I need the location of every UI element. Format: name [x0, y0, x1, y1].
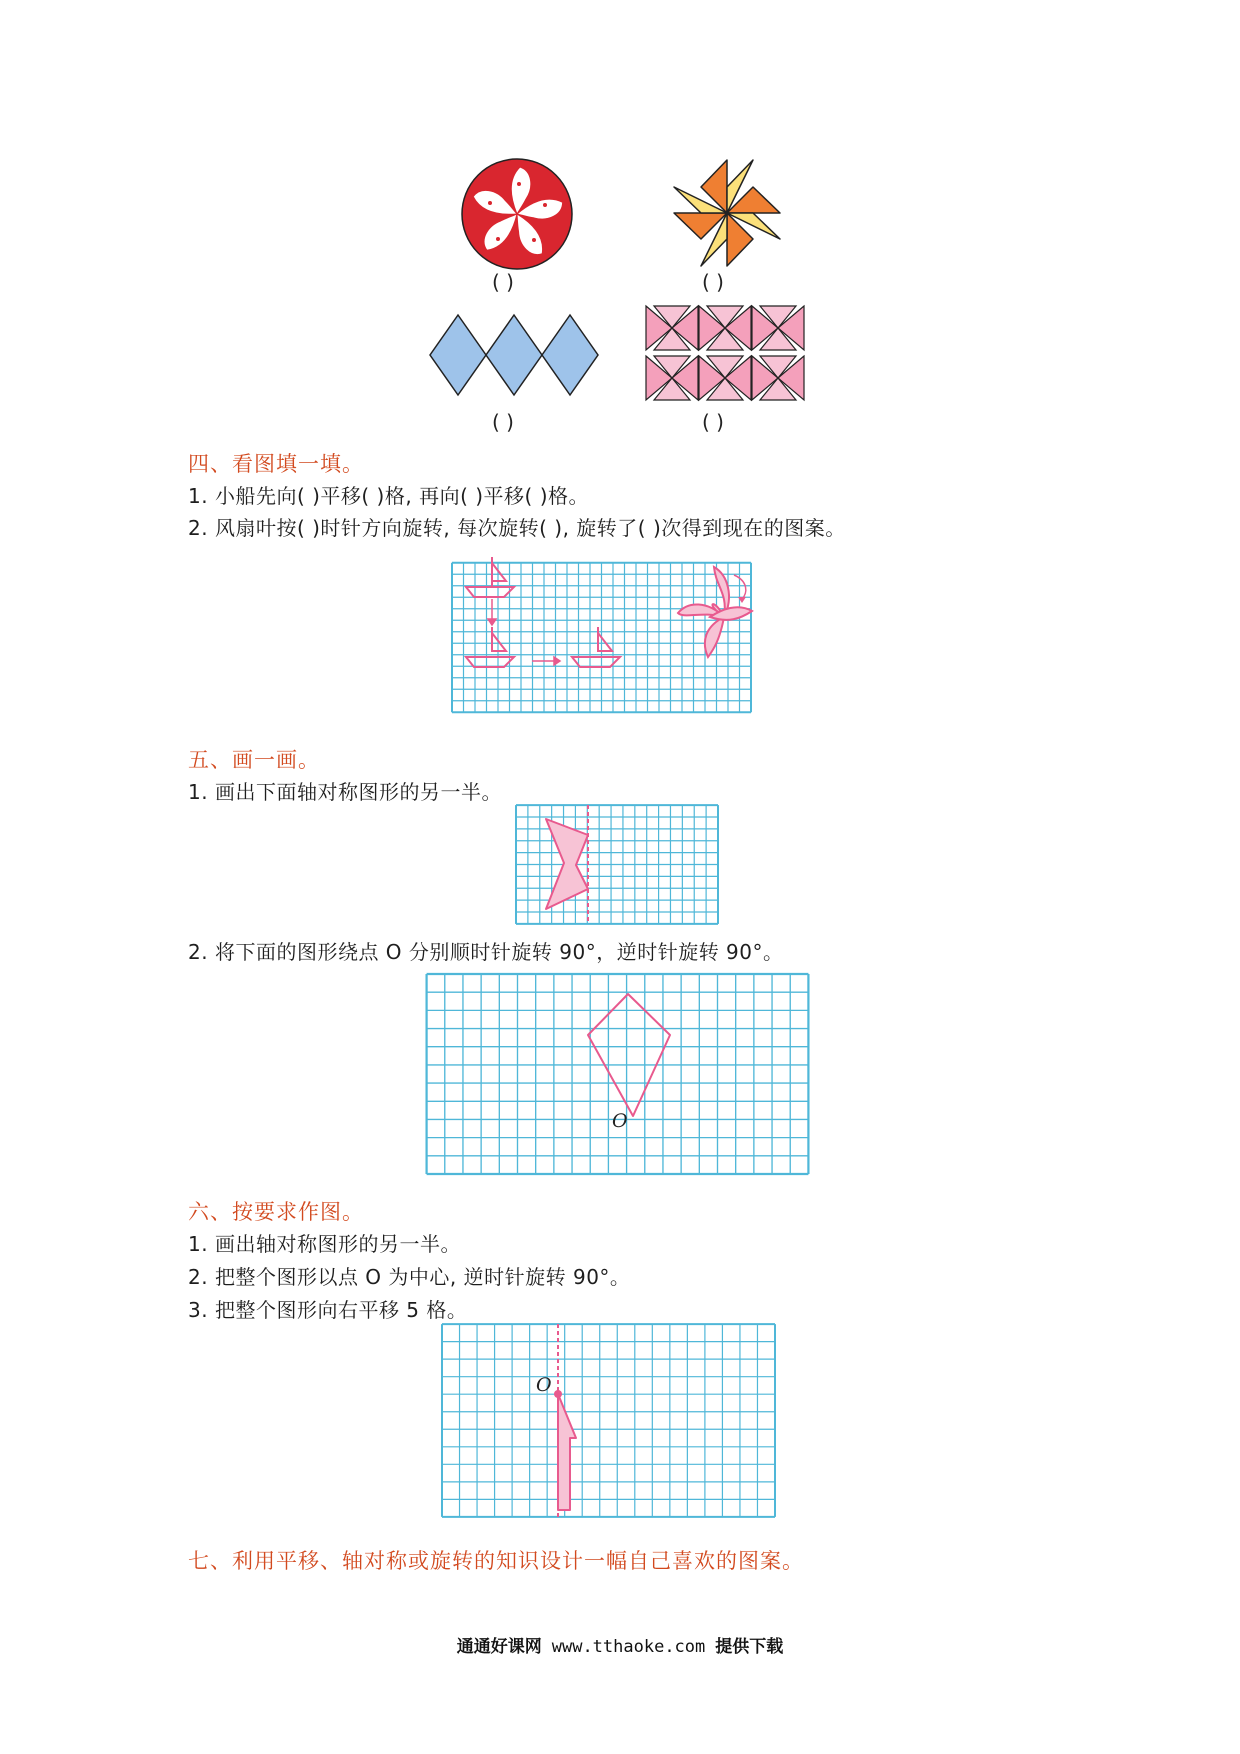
- section4-question-1: 1. 小船先向( )平移( )格, 再向( )平移( )格。: [188, 484, 590, 508]
- blank-paren-2: ( ): [702, 270, 724, 294]
- half-arrow-shape: [442, 1324, 775, 1517]
- footer-site-name: 通通好课网: [456, 1637, 542, 1657]
- half-star-shape: [516, 805, 718, 924]
- section4-question-2: 2. 风扇叶按( )时针方向旋转, 每次旋转( ), 旋转了( )次得到现在的图案。: [188, 516, 846, 540]
- blank-paren-1: ( ): [492, 270, 514, 294]
- section6-question-1: 1. 画出轴对称图形的另一半。: [188, 1232, 461, 1256]
- section5-heading: 五、画一画。: [188, 748, 320, 772]
- diamonds-figure: [430, 315, 598, 395]
- kite-shape: [426, 974, 809, 1174]
- section6-question-2: 2. 把整个图形以点 O 为中心, 逆时针旋转 90°。: [188, 1265, 631, 1289]
- section4-heading: 四、看图填一填。: [188, 452, 364, 476]
- blank-paren-4: ( ): [702, 410, 724, 434]
- bauhinia-emblem-figure: [460, 157, 574, 271]
- bowtie-pattern-figure: [646, 306, 806, 402]
- section6-heading: 六、按要求作图。: [188, 1200, 364, 1224]
- footer-url[interactable]: www.tthaoke.com: [551, 1637, 706, 1657]
- section5-question-2: 2. 将下面的图形绕点 O 分别顺时针旋转 90°，逆时针旋转 90°。: [188, 940, 784, 964]
- section7-heading: 七、利用平移、轴对称或旋转的知识设计一幅自己喜欢的图案。: [188, 1549, 804, 1573]
- section5-question-1: 1. 画出下面轴对称图形的另一半。: [188, 780, 502, 804]
- pinwheel-figure: [674, 160, 780, 266]
- arrow-point-o-label: O: [536, 1374, 552, 1396]
- page-footer: [0, 1632, 1240, 1657]
- kite-point-o-label: O: [612, 1110, 628, 1132]
- boat-and-fan-shapes: [452, 553, 751, 722]
- blank-paren-3: ( ): [492, 410, 514, 434]
- footer-suffix: 提供下载: [715, 1637, 784, 1657]
- section6-question-3: 3. 把整个图形向右平移 5 格。: [188, 1298, 468, 1322]
